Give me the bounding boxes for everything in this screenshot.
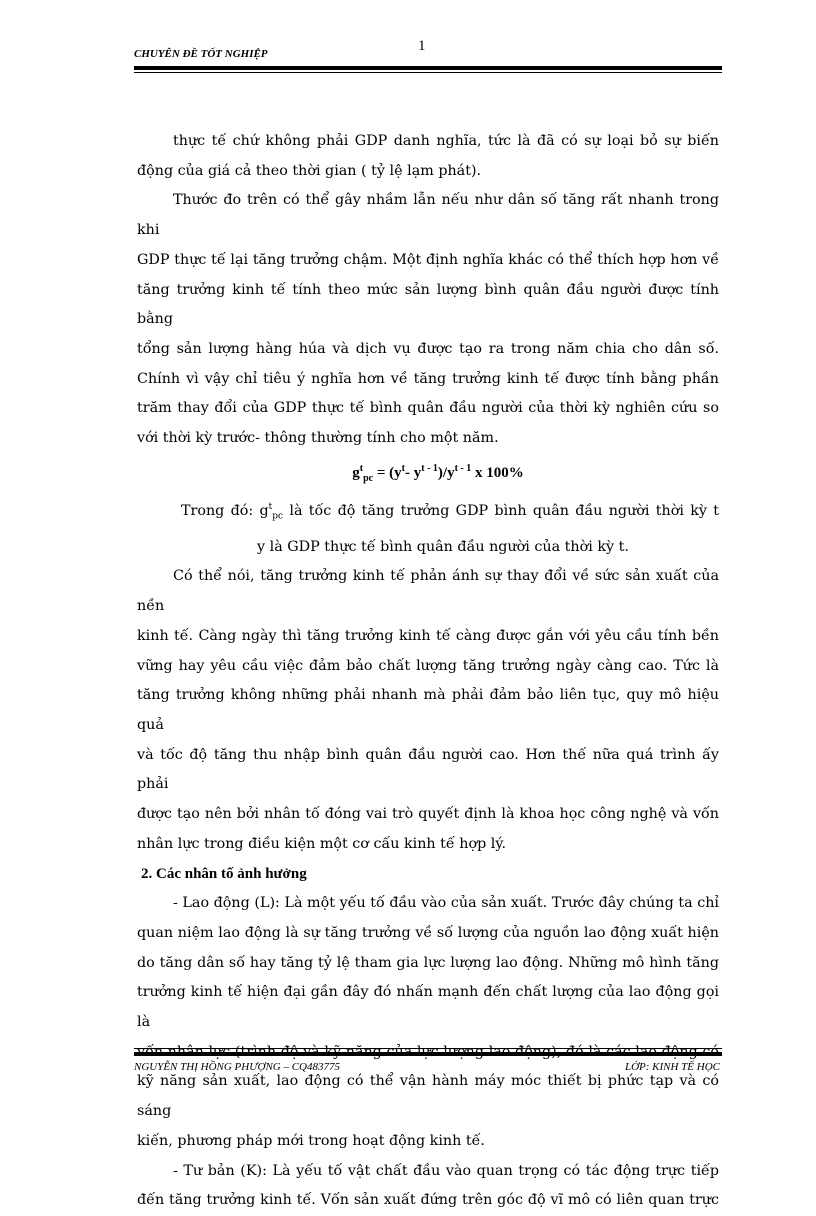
document-header-title: CHUYÊN ĐỀ TỐT NGHIỆP [134,48,268,60]
paragraph-1 [137,127,719,186]
paragraph-line: tăng trưởng không những phải nhanh mà phải đảm bảo liên tục, quy mô hiệu quả [137,687,719,733]
paragraph-line: trưởng kinh tế hiện đại gần đây đó nhấn mạnh đến chất lượng của lao động gọi là [137,984,719,1031]
paragraph-line: Thước đo trên có thể gây nhầm lẫn nếu như dân số tăng rất nhanh trong khi [137,192,719,239]
paragraph-line: kỹ năng sản xuất, lao động có thể vận hành máy móc thiết bị phức tạp và có sáng [137,1073,719,1120]
paragraph-line: và tốc độ tăng thu nhập bình quân đầu người cao. Hơn thế nữa quá trình ấy phải [137,746,719,793]
formula-definition-g: Trong đó: $g^t_{pc}$ là tốc độ tăng trưởng GDP bình quân đầu người thời kỳ t [181,502,719,523]
formula-definition-y: y là GDP thực tế bình quân đầu người của thời kỳ t. [257,538,629,555]
footer-class: LỚP: KINH TẾ HỌC [624,1061,720,1073]
paragraph-line: quan niệm lao động là sự tăng trưởng về số lượng của nguồn lao động xuất hiện [137,924,719,941]
paragraph-line: với thời kỳ trước- thông thường tính cho một năm. [137,430,499,447]
header-rule-thick [134,66,722,70]
paragraph-line: nhân lực trong điều kiện một cơ cấu kinh tế hợp lý. [137,835,507,852]
paragraph-line: - Lao động (L): Là một yếu tố đầu vào của sản xuất. Trước đây chúng ta chỉ [173,895,719,912]
growth-formula: $g^t_{pc} = (y^t-$ $y^{t - 1})/y^{t - 1}$ x 100% [352,462,524,484]
paragraph-line: vững hay yêu cầu việc đảm bảo chất lượng tăng trưởng ngày càng cao. Tức là [137,657,719,674]
footer-rule-thin [134,1048,722,1049]
paragraph-line: Có thể nói, tăng trưởng kinh tế phản ánh sự thay đổi về sức sản xuất của nền [137,568,719,615]
paragraph-capital [137,1157,719,1216]
footer-rule-thick [134,1052,722,1056]
header-rule-thin [134,72,722,73]
page-number: 1 [418,38,426,54]
paragraph-line: động của giá cả theo thời gian ( tỷ lệ lạm phát). [137,162,482,179]
paragraph-2 [137,186,719,453]
paragraph-line: thực tế chứ không phải GDP danh nghĩa, tức là đã có sự loại bỏ sự biến [173,133,719,149]
paragraph-line: tổng sản lượng hàng húa và dịch vụ được tạo ra trong năm chia cho dân số. [137,340,719,357]
paragraph-3 [137,562,719,859]
paragraph-line: Chính vì vậy chỉ tiêu ý nghĩa hơn về tăng trưởng kinh tế được tính bằng phần [137,370,719,387]
paragraph-line: kiến, phương pháp mới trong hoạt động kinh tế. [137,1132,485,1149]
footer-author: NGUYỄN THỊ HỒNG PHƯỢNG – CQ483775 [134,1061,341,1073]
paragraph-line: trăm thay đổi của GDP thực tế bình quân đầu người của thời kỳ nghiên cứu so [137,400,719,417]
paragraph-line: - Tư bản (K): Là yếu tố vật chất đầu vào quan trọng có tác động trực tiếp [173,1162,719,1179]
paragraph-line: tăng trưởng kinh tế tính theo mức sản lượng bình quân đầu người được tính bằng [137,281,719,328]
paragraph-line: đến tăng trưởng kinh tế. Vốn sản xuất đứng trên góc độ vĩ mô có liên quan trực [137,1192,719,1209]
paragraph-line: GDP thực tế lại tăng trưởng chậm. Một định nghĩa khác có thể thích hợp hơn về [137,251,719,268]
paragraph-line: được tạo nên bởi nhân tố đóng vai trò quyết định là khoa học công nghệ và vốn [137,806,719,823]
paragraph-line: do tăng dân số hay tăng tỷ lệ tham gia lực lượng lao động. Những mô hình tăng [137,954,719,971]
section-heading: 2. Các nhân tố ảnh hưởng [141,865,307,882]
paragraph-labor [137,889,719,1156]
paragraph-line: kinh tế. Càng ngày thì tăng trưởng kinh tế càng được gắn với yêu cầu tính bền [137,627,719,644]
